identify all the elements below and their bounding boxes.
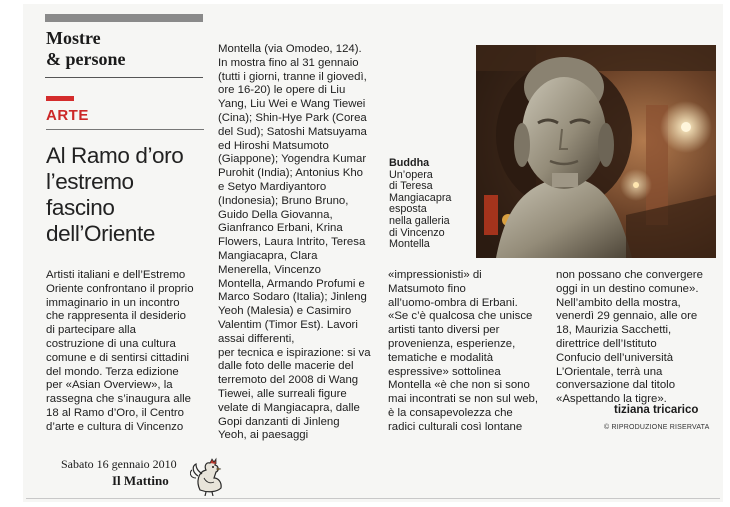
- text-line: (tutti i giorni, tranne il giovedì,: [218, 70, 367, 83]
- rooster-logo-icon: [190, 456, 226, 501]
- text-line: Nell’ambito della mostra,: [556, 296, 681, 309]
- text-line: Gianfranco Erbani, Krina: [218, 222, 343, 235]
- text-line: Purohit (India); Antonius Kho: [218, 167, 364, 180]
- headline-line: l’estremo: [46, 169, 134, 194]
- text-line: conversazione dal titolo: [556, 379, 676, 392]
- text-line: non possano che convergere: [556, 269, 703, 281]
- section-divider: [45, 77, 203, 78]
- text-line: è la consapevolezza che: [388, 406, 513, 419]
- text-line: Tiewei, alle surreali figure: [218, 387, 347, 400]
- top-rule: [45, 14, 203, 22]
- article-column-2: [218, 43, 371, 443]
- newspaper-name: Il Mattino: [112, 473, 169, 488]
- issue-date: Sabato 16 gennaio 2010: [61, 457, 177, 471]
- text-line: per tecnica e ispirazione: si va: [218, 346, 371, 359]
- headline-line: fascino: [46, 195, 115, 220]
- category-label: ARTE: [46, 107, 89, 124]
- text-line: Flowers, Laura Intrito, Teresa: [218, 236, 366, 249]
- text-line: Oriente confrontano il proprio: [46, 282, 194, 295]
- headline: [46, 143, 226, 247]
- text-line: per «Asian Overview», la: [46, 379, 173, 392]
- headline-line: dell’Oriente: [46, 221, 156, 246]
- author-signature: tiziana tricarico: [614, 404, 699, 416]
- caption-line: Mangiacapra: [389, 191, 452, 204]
- text-line: Marco Sodaro (Italia); Jinleng: [218, 291, 367, 304]
- caption-line: Un’opera: [389, 168, 433, 181]
- text-line: del mondo. Terza edizione: [46, 365, 179, 378]
- article-column-3: [388, 269, 538, 435]
- text-line: Yang, Liu Wei e Wang Tiewei: [218, 98, 366, 111]
- article-column-1: [46, 269, 194, 435]
- text-line: artisti tanto diversi per: [388, 324, 500, 337]
- text-line: «impressionisti» di: [388, 269, 482, 281]
- text-line: oggi in un destino comune».: [556, 282, 699, 295]
- text-line: L’Orientale, terrà una: [556, 365, 663, 378]
- text-line: e Setyo Mardiyantoro: [218, 180, 327, 193]
- text-line: Montella, Armando Profumi e: [218, 277, 365, 290]
- text-line: Matsumoto fino: [388, 282, 466, 295]
- text-line: immaginario in un incontro: [46, 296, 180, 309]
- text-line: 18 al Ramo d’Oro, il Centro: [46, 406, 185, 419]
- text-line: Menerella, Vincenzo: [218, 263, 321, 276]
- text-line: comune e di sentirsi cittadini: [46, 351, 190, 364]
- caption-line: Montella: [389, 238, 430, 251]
- text-line: In mostra fino al 31 gennaio: [218, 56, 359, 69]
- text-line: d’arte e cultura di Vincenzo: [46, 420, 184, 433]
- text-line: 18, Maurizia Sacchetti,: [556, 324, 672, 337]
- rights-notice: © RIPRODUZIONE RISERVATA: [604, 424, 710, 431]
- text-line: Mangiacapra, Clara: [218, 249, 318, 262]
- text-line: (Giappone); Yogendra Kumar: [218, 153, 367, 166]
- text-line: ed Hiroshi Matsumoto: [218, 139, 329, 152]
- text-line: «Se c’è qualcosa che unisce: [388, 310, 533, 323]
- text-line: direttrice dell’Istituto: [556, 337, 657, 350]
- caption-line: di Teresa: [389, 180, 433, 193]
- text-line: assai differenti,: [218, 332, 295, 345]
- text-line: Montella (via Omodeo, 124).: [218, 43, 362, 55]
- text-line: Confucio dell’università: [556, 351, 674, 364]
- text-line: ore 16-20) le opere di Liu: [218, 84, 346, 97]
- text-line: dalle foto delle macerie del: [218, 360, 354, 373]
- section-title: [46, 28, 206, 70]
- text-line: tematiche e modalità: [388, 351, 494, 364]
- text-line: di partecipare alla: [46, 324, 136, 337]
- text-line: «Aspettando la tigre».: [556, 393, 667, 406]
- text-line: (Indonesia); Bruno Bruno,: [218, 194, 349, 207]
- photo-caption: [389, 158, 451, 251]
- text-line: provenienza, esperienze,: [388, 337, 516, 350]
- text-line: del Sud); Satoshi Matsuyama: [218, 125, 367, 138]
- text-line: Artisti italiani e dell’Estremo: [46, 269, 186, 281]
- caption-line: esposta: [389, 203, 427, 216]
- text-line: mai incontrati se non sul web,: [388, 393, 539, 406]
- headline-line: Al Ramo d’oro: [46, 143, 184, 168]
- text-line: che rappresenta il desiderio: [46, 310, 186, 323]
- caption-line: nella galleria: [389, 214, 450, 227]
- text-line: Valentim (Timor Est). Lavori: [218, 318, 358, 331]
- text-line: terremoto del 2008 di Wang: [218, 374, 359, 387]
- text-line: Yeoh, ai paesaggi: [218, 429, 309, 442]
- section-title-line-1: Mostre: [46, 28, 101, 48]
- buddha-photo: [476, 45, 716, 258]
- caption-title: Buddha: [389, 157, 430, 169]
- caption-line: di Vincenzo: [389, 226, 445, 239]
- text-line: all’uomo-ombra di Erbani.: [388, 296, 518, 309]
- page-edge: [26, 498, 720, 499]
- text-line: venerdì 29 gennaio, alle ore: [556, 310, 698, 323]
- section-title-line-2: & persone: [46, 49, 126, 69]
- text-line: (Cina); Shin-Hye Park (Corea: [218, 111, 367, 124]
- text-line: Guido Della Giovanna,: [218, 208, 333, 221]
- text-line: rassegna che s’inaugura alle: [46, 393, 192, 406]
- text-line: espressive» sottolinea: [388, 365, 501, 378]
- text-line: velate di Mangiacapra, dalle: [218, 401, 360, 414]
- text-line: Yeoh (Malesia) e Casimiro: [218, 305, 352, 318]
- article-column-4: [556, 269, 703, 407]
- text-line: Montella «è che non si sono: [388, 379, 530, 392]
- category-accent-bar: [46, 96, 74, 101]
- category-divider: [46, 129, 204, 130]
- text-line: Gopi danzanti di Jinleng: [218, 415, 340, 428]
- text-line: costruzione di una cultura: [46, 337, 176, 350]
- text-line: radici culturali così lontane: [388, 420, 523, 433]
